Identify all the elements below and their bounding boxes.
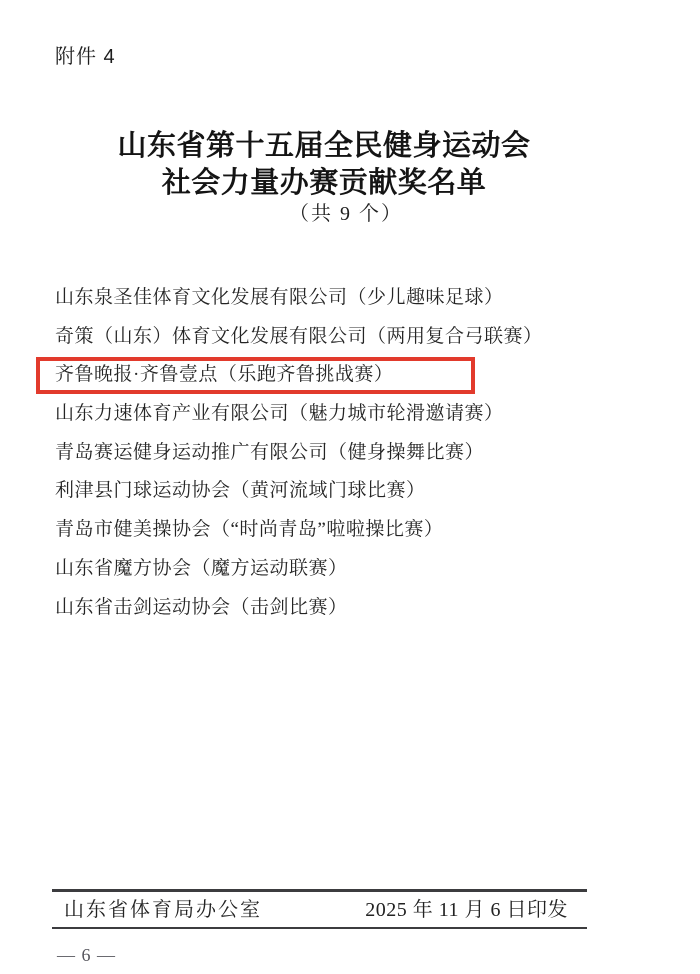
list-item [55, 511, 543, 550]
document-subtitle: （共 9 个） [289, 203, 403, 225]
list-item [55, 395, 543, 434]
list-item-text: 山东力速体育产业有限公司（魅力城市轮滑邀请赛） [55, 403, 504, 425]
list-item [55, 356, 543, 395]
list-item [55, 472, 543, 511]
list-item [55, 434, 543, 473]
award-list [55, 279, 543, 627]
footer-divider-top [52, 889, 587, 892]
footer-divider-bottom [52, 927, 587, 929]
list-item [55, 550, 543, 589]
list-item-text: 山东省魔方协会（魔方运动联赛） [55, 557, 348, 579]
list-item-text: 利津县门球运动协会（黄河流域门球比赛） [55, 480, 426, 502]
list-item [55, 589, 543, 628]
footer-imprint [64, 897, 568, 923]
list-item [55, 279, 543, 318]
footer-issuer: 山东省体育局办公室 [64, 899, 262, 921]
attachment-label: 附件 4 [55, 46, 116, 68]
list-item-text: 齐鲁晚报·齐鲁壹点（乐跑齐鲁挑战赛） [55, 364, 394, 386]
page-number: — 6 — [57, 945, 116, 965]
document-title [2, 128, 646, 202]
list-item [55, 318, 543, 357]
list-item-text: 奇策（山东）体育文化发展有限公司（两用复合弓联赛） [55, 325, 543, 347]
list-item-text: 山东省击剑运动协会（击剑比赛） [55, 596, 348, 618]
list-item-text: 青岛赛运健身运动推广有限公司（健身操舞比赛） [55, 441, 485, 463]
list-item-text: 青岛市健美操协会（“时尚青岛”啦啦操比赛） [55, 519, 444, 541]
document-title-line1: 山东省第十五届全民健身运动会 [117, 130, 531, 162]
list-item-text: 山东泉圣佳体育文化发展有限公司（少儿趣味足球） [55, 287, 504, 308]
document-title-line2: 社会力量办赛贡献奖名单 [161, 167, 487, 199]
footer-print-date: 2025 年 11 月 6 日印发 [365, 899, 568, 921]
